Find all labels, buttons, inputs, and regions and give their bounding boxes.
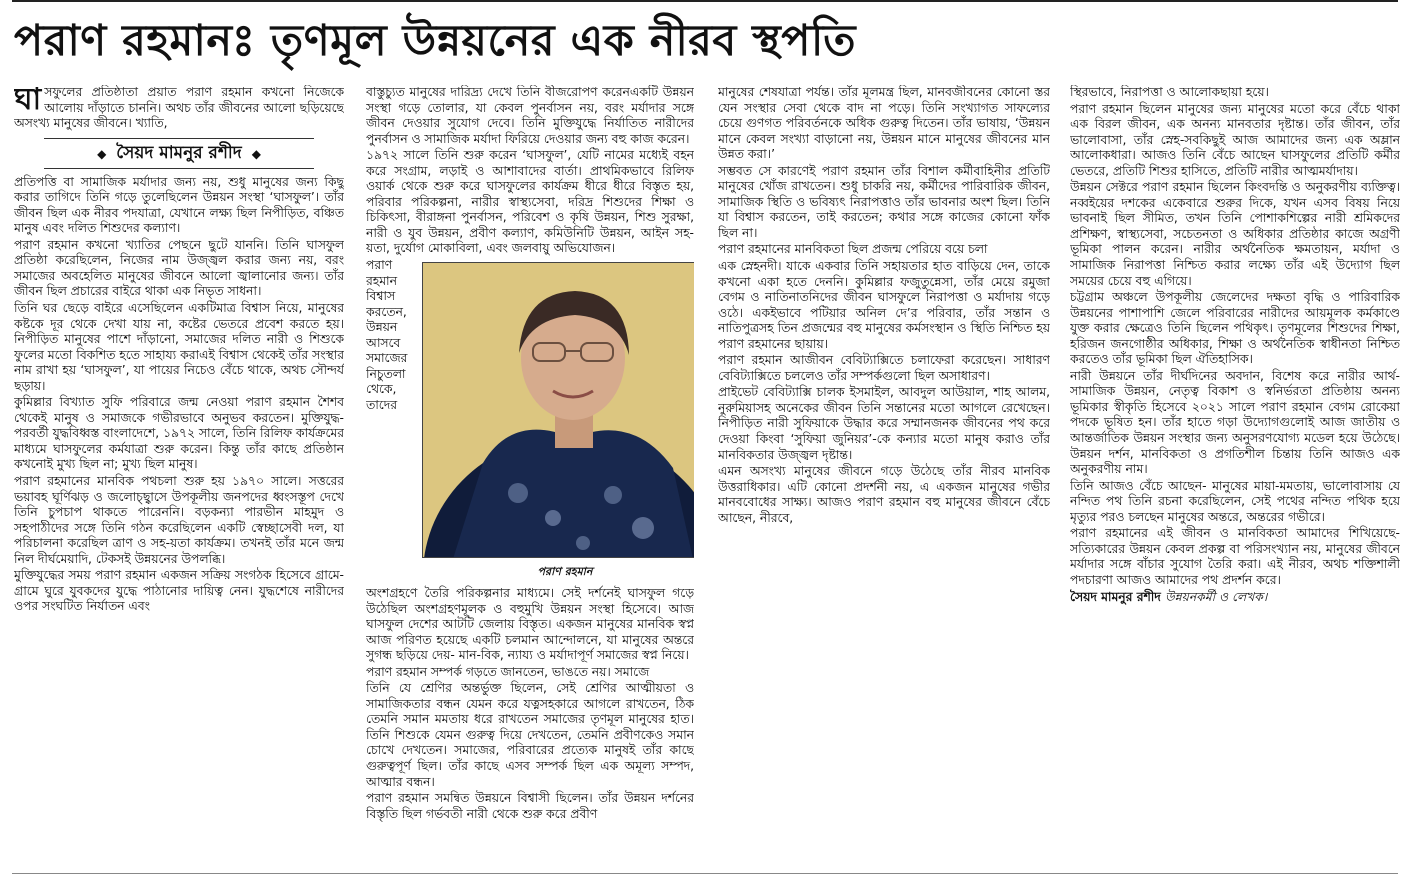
paragraph: তিনি ঘর ছেড়ে বাইরে এসেছিলেন একটিমাত্র বিশ্বাস নিয়ে, মানুষের কষ্টকে দূর থেকে দেখা যায় না, কষ্টের ভেতরে প্রবেশ করতে হয়। নিপীড়িত মানুষের পাশে দাঁড়ানো, সমাজের দলিত নারী ও শিশুকে ফুলের মতো বিকশিত হতে সাহায্য করাএই বিশ্বাস থেকেই তাঁর সংস্থার নাম রাখা হয় ‘ঘাসফুল’, যা পায়ের নিচেও বেঁচে থাকে, অথচ সৌন্দর্য ছড়ায়। <box>14 301 344 393</box>
top-rule <box>12 0 1398 2</box>
paragraph: নারী উন্নয়নে তাঁর দীর্ঘদিনের অবদান, বিশেষ করে নারীর আর্থ-সামাজিক উন্নয়ন, নেতৃত্ব বিকাশ ও স্বনির্ভরতা প্রতিষ্ঠায় অনন্য ভূমিকার স্বীকৃতি হিসেবে ২০২১ সালে পরাণ রহমান বেগম রোকেয়া পদকে ভূষিত হন। তাঁর হাতে গড়া উদ্যোগগুলোই আজ জাতীয় ও আন্তর্জাতিক উন্নয়ন সংস্থার জন্য অনুসরণযোগ্য মডেল হয়ে উঠেছে। উন্নয়ন দর্শন, মানবিকতা ও প্রগতিশীল চিন্তায় তিনি আজও এক অনুকরণীয় নাম। <box>1070 368 1400 477</box>
byline-author: সৈয়দ মামনুর রশীদ <box>116 142 242 163</box>
paragraph: এমন অসংখ্য মানুষের জীবনে গড়ে উঠেছে তাঁর নীরব মানবিক উত্তরাধিকার। এটি কোনো প্রদর্শনী নয়, এ একজন মানুষের গভীর মানববোধের সাক্ষ্য। আজও পরাণ রহমান বহু মানুষের জীবনে বেঁচে আছেন, নীরবে, <box>718 464 1050 525</box>
paragraph: পরাণ রহমান কখনো খ্যাতির পেছনে ছুটে যাননি। তিনি ঘাসফুল প্রতিষ্ঠা করেছিলেন, নিজের নাম উজ্জ্বল করার জন্য নয়, বরং সমাজের অবহেলিত মানুষের জীবনে আলো জ্বালানোর জন্য। তাঁর জীবন ছিল প্রচারের বাইরে থাকা এক নিভৃত সাধনা। <box>14 237 344 299</box>
paragraph: মুক্তিযুদ্ধের সময় পরাণ রহমান একজন সক্রিয় সংগঠক হিসেবে গ্রামে-গ্রামে ঘুরে যুবকদের যুদ্ধে পাঠানোর দায়িত্ব নেন। যুদ্ধশেষে নারীদের ওপর সংঘটিত নির্যাতন এবং <box>14 568 344 614</box>
portrait-photo <box>422 262 694 582</box>
paragraph: পরাণ রহমান সম্পর্ক গড়তে জানতেন, ভাঙতে নয়। সমাজে <box>366 664 650 679</box>
dropcap: ঘা <box>14 85 42 117</box>
signature-name: সৈয়দ মামনুর রশীদ <box>1070 589 1161 604</box>
byline-box <box>44 138 314 169</box>
diamond-icon: ◆ <box>97 146 107 161</box>
paragraph: ১৯৭২ সালে তিনি শুরু করেন ‘ঘাসফুল’, যেটি নামের মধ্যেই বহন করে সংগ্রাম, লড়াই ও আশাবাদের বার্তা। প্রাথমিকভাবে রিলিফ ওয়ার্ক থেকে শুরু করে ঘাসফুলের কার্যক্রম ধীরে ধীরে বিস্তৃত হয়, পরিবার পরিকল্পনা, নারীর স্বাস্থ্যসেবা, দরিদ্র শিশুদের শিক্ষা ও চিকিৎসা, বীরাঙ্গনা পুনর্বাসন, পরিবেশ ও কৃষি উন্নয়ন, শিশু সুরক্ষা, নারী ও যুব উন্নয়ন, প্রবীণ কল্যাণ, কমিউনিটি উন্নয়ন, আইন সহ-য়তা, দুর্যোগ মোকাবিলা, এবং জলবায়ু অভিযোজন। <box>366 148 694 256</box>
signature-role: উন্নয়নকর্মী ও লেখক। <box>1165 589 1268 604</box>
lead-text: সফুলের প্রতিষ্ঠাতা প্রয়াত পরাণ রহমান কখনো নিজেকে আলোয় দাঁড়াতে চাননি। অথচ তাঁর জীবনের আলো ছড়িয়েছে অসংখ্য মানুষের জীবনে। খ্যাতি, <box>14 85 344 131</box>
paragraph: সম্ভবত সে কারণেই পরাণ রহমান তাঁর বিশাল কর্মীবাহিনীর প্রতিটি মানুষের খোঁজ রাখতেন। শুধু চাকরি নয়, কর্মীদের পারিবারিক জীবন, সামাজিক স্থিতি ও ভবিষ্যৎ নিরাপত্তাও তাঁর ভাবনার অংশ ছিল। তিনি যা বিশ্বাস করতেন, তাই করতেন; কথার সঙ্গে কাজের কোনো ফাঁক ছিল না। <box>718 163 1050 240</box>
column-4 <box>1070 85 1400 870</box>
paragraph: পরাণ রহমান বিশ্বাস করতেন, উন্নয়ন আসবে সমাজের নিচুতলা থেকে, তাদের অংশগ্রহণে তৈরি পরিকল্পনার মাধ্যমে। সেই দর্শনেই ঘাসফুল গড়ে উঠেছিল অংশগ্রহণমূলক ও বহুমুখি উন্নয়ন সংস্থা হিসেবে। আজ ঘাসফুল দেশের আটটি জেলায় বিস্তৃত। একজন মানুষের মানবিক স্বপ্ন আজ পরিণত হয়েছে একটি চলমান আন্দোলনে, যা মানুষের অন্তরে সুগন্ধ ছড়িয়ে দেয়- মান-বিক, ন্যায্য ও মর্যাদাপূর্ণ সমাজের স্বপ্ন নিয়ে। <box>366 258 694 663</box>
signature <box>1070 590 1400 606</box>
lead-paragraph <box>14 85 344 132</box>
paragraph: তিনি যে শ্রেণির অন্তর্ভুক্ত ছিলেন, সেই শ্রেণির আত্মীয়তা ও সামাজিকতার বন্ধন যেমন করে যত্নসহকারে আগলে রাখতেন, ঠিক তেমনি সমান মমতায় ধরে রাখতেন সমাজের তৃণমূল মানুষের হাত। তিনি শিশুকে যেমন গুরুত্ব দিয়ে দেখতেন, তেমনি প্রবীণকেও সমান চোখে দেখতেন। সমাজের, পরিবারের প্রত্যেক মানুষই তাঁর কাছে গুরুত্বপূর্ণ ছিল। তাঁর কাছে এসব সম্পর্ক ছিল এক অমূল্য সম্পদ, আত্মার বন্ধন। <box>366 681 694 789</box>
headline: পরাণ রহমানঃ তৃণমূল উন্নয়নের এক নীরব স্থপতি <box>14 16 857 66</box>
paragraph: পরাণ রহমানের এই জীবন ও মানবিকতা আমাদের শিখিয়েছে-সত্যিকারের উন্নয়ন কেবল প্রকল্প বা পরিসংখ্যান নয়, মানুষের জীবনে মর্যাদার সঙ্গে বাঁচার সুযোগ তৈরি করা। এই নীরব, অথচ শক্তিশালী পদচারণা আজও আমাদের পথ প্রদর্শন করে। <box>1070 526 1400 587</box>
paragraph: পরাণ রহমান সমন্বিত উন্নয়নে বিশ্বাসী ছিলেন। তাঁর উন্নয়ন দর্শনের বিস্তৃতি ছিল গর্ভবতী নারী থেকে শুরু করে প্রবীণ <box>366 791 694 821</box>
paragraph: পরাণ রহমানের মানবিক পথচলা শুরু হয় ১৯৭০ সালে। সত্তরের ভয়াবহ ঘূর্ণিঝড় ও জলোচ্ছ্বাসে উপকূলীয় জনপদের ধ্বংসস্তূপ দেখে তিনি চুপচাপ থাকতে পারেননি। বড়কন্যা পারভীন মাহমুদ ও সহপাঠীদের সঙ্গে তিনি গঠন করেছিলেন একটি স্বেচ্ছাসেবী দল, যা পরিচালনা করেছিল ত্রাণ ও সহ-য়তা কার্যক্রম। তখনই তাঁর মনে জন্ম নিল দীর্ঘমেয়াদি, টেকসই উন্নয়নের উপলব্ধি। <box>14 474 344 566</box>
portrait-illustration <box>423 263 694 558</box>
diamond-icon: ◆ <box>251 146 261 161</box>
paragraph: মানুষের শেষযাত্রা পর্যন্ত। তাঁর মূলমন্ত্র ছিল, মানবজীবনের কোনো স্তর যেন সংস্থার সেবা থেকে বাদ না পড়ে। তিনি সংখ্যাগত সাফল্যের চেয়ে গুণগত পরিবর্তনকে অধিক গুরুত্ব দিতেন। তাঁর ভাষায়, ‘উন্নয়ন মানে কেবল সংখ্যা বাড়ানো নয়, উন্নয়ন মানে মানুষের জীবনের মান উন্নত করা।’ <box>718 85 1050 162</box>
paragraph: কুমিল্লার বিখ্যাত সুফি পরিবারে জন্ম নেওয়া পরাণ রহমান শৈশব থেকেই মানুষ ও সমাজকে গভীরভাবে অনুভব করতেন। মুক্তিযুদ্ধ-পরবর্তী যুদ্ধবিধ্বস্ত বাংলাদেশে, ১৯৭২ সালে, তিনি রিলিফ কার্যক্রমের মাধ্যমে ঘাসফুলের কর্মযাত্রা শুরু করেন। কিন্তু তাঁর কাছে প্রতিষ্ঠান কখনোই মুখ্য ছিল না; মুখ্য ছিল মানুষ। <box>14 395 344 472</box>
paragraph: প্রতিপত্তি বা সামাজিক মর্যাদার জন্য নয়, শুধু মানুষের জন্য কিছু করার তাগিদে তিনি গড়ে তুলেছিলেন উন্নয়ন সংস্থা ‘ঘাসফুল’। তাঁর জীবন ছিল এক নীরব পদযাত্রা, যেখানে লক্ষ্য ছিল নিপীড়িত, বঞ্চিত মানুষ এবং দলিত শিশুদের কল্যাণ। <box>14 174 344 236</box>
column-1 <box>14 85 344 870</box>
paragraph: পরাণ রহমানের মানবিকতা ছিল প্রজন্ম পেরিয়ে বয়ে চলা <box>718 242 988 257</box>
paragraph: উন্নয়ন সেক্টরে পরাণ রহমান ছিলেন কিংবদন্তি ও অনুকরণীয় ব্যক্তিত্ব। নব্বইয়ের দশকের একেবারে শুরুর দিকে, যখন এসব বিষয় নিয়ে ভাবনাই ছিল সীমিত, তখন তিনি পোশাকশিল্পের নারী শ্রমিকদের প্রশিক্ষণ, স্বাস্থ্যসেবা, সচেতনতা ও অধিকার প্রতিষ্ঠার কাজে অগ্রণী ভূমিকা পালন করেন। নারীর অর্থনৈতিক ক্ষমতায়ন, মর্যাদা ও সামাজিক নিরাপত্তা নিশ্চিত করার লক্ষ্যে তাঁর এই উদ্যোগ ছিল সময়ের চেয়ে বহু এগিয়ে। <box>1070 180 1400 288</box>
paragraph: চট্টগ্রাম অঞ্চলে উপকূলীয় জেলেদের দক্ষতা বৃদ্ধি ও পারিবারিক উন্নয়নের পাশাপাশি জেলে পরিবারের নারীদের আয়মূলক কর্মকাণ্ডে যুক্ত করার ক্ষেত্রেও তিনি ছিলেন পথিকৃৎ। তৃণমূলের শিশুদের শিক্ষা, হরিজন জনগোষ্ঠীর অধিকার, শিক্ষা ও অর্থনৈতিক স্বাধীনতা নিশ্চিত করতেও তাঁর ভূমিকা ছিল ঐতিহাসিক। <box>1070 290 1400 367</box>
bottom-rule <box>12 873 1398 874</box>
column-3 <box>718 85 1050 870</box>
paragraph: বাস্তুচ্যুত মানুষের দারিদ্র্য দেখে তিনি বীজরোপণ করেনএকটি উন্নয়ন সংস্থা গড়ে তোলার, যা কেবল পুনর্বাসন নয়, বরং মর্যাদার সঙ্গে জীবন দেওয়ার সুযোগ দেবে। তিনি মুক্তিযুদ্ধে নির্যাতিত নারীদের পুনর্বাসন ও সামাজিক মর্যাদা ফিরিয়ে দেওয়ার জন্য বহু কাজ করেন। <box>366 85 694 146</box>
paragraph: পরাণ রহমান ছিলেন মানুষের জন্য মানুষের মতো করে বেঁচে থাকা এক বিরল জীবন, এক অনন্য মানবতার দৃষ্টান্ত। তাঁর জীবন, তাঁর ভালোবাসা, তাঁর স্নেহ-সবকিছুই আজ আমাদের জন্য এক অম্লান আলোকধারা। আজও তিনি বেঁচে আছেন ঘাসফুলের প্রতিটি কর্মীর ভেতরে, প্রতিটি শিশুর হাসিতে, প্রতিটি নারীর আত্মমর্যাদায়। <box>1070 101 1400 178</box>
paragraph: এক স্নেহনদী। যাকে একবার তিনি সহায়তার হাত বাড়িয়ে দেন, তাকে কখনো একা হতে দেননি। কুমিল্লার ফজুতুন্নেসা, তাঁর মেয়ে রমুজা বেগম ও নাতিনাতনিদের জীবন ঘাসফুলে নিরাপত্তা ও মর্যাদায় গড়ে ওঠে। একইভাবে পটিয়ার অনিল দে’র পরিবার, তাঁর সন্তান ও নাতিপুত্রসহ তিন প্রজন্মের বহু মানুষের কর্মসংস্থান ও স্থিতি নিশ্চিত হয় পরাণ রহমানের ছায়ায়। <box>718 259 1050 351</box>
photo-frame <box>422 262 694 558</box>
column-2 <box>366 85 694 870</box>
paragraph: পরাণ রহমান আজীবন বেবিট্যাক্সিতে চলাফেরা করেছেন। সাধারণ বেবিট্যাক্সিতে চললেও তাঁর সম্পর্কগুলো ছিল অসাধারণ। <box>718 353 1050 383</box>
photo-caption: পরাণ রহমান <box>537 565 593 579</box>
paragraph: স্থিরভাবে, নিরাপত্তা ও আলোকছায়া হয়ে। <box>1070 85 1269 99</box>
paragraph: প্রাইভেট বেবিট্যাক্সি চালক ইসমাইল, আবদুল আউয়াল, শাহ আলম, নুরুমিয়াসহ অনেকের জীবন তিনি সন্তানের মতো আগলে রেখেছেন। নিপীড়িত নারী সুফিয়াকে উদ্ধার করে সম্মানজনক জীবনের পথ করে দেওয়া কিংবা ‘সুফিয়া জুনিয়র’-কে কন্যার মতো মানুষ করাও তাঁর মানবিকতার উজ্জ্বল দৃষ্টান্ত। <box>718 385 1050 462</box>
paragraph: তিনি আজও বেঁচে আছেন- মানুষের মায়া-মমতায়, ভালোবাসায় যে নন্দিত পথ তিনি রচনা করেছিলেন, সেই পথের নন্দিত পথিক হয়ে মৃত্যুর পরও চলছেন মানুষের অন্তরে, অন্তরের গভীরে। <box>1070 478 1400 524</box>
